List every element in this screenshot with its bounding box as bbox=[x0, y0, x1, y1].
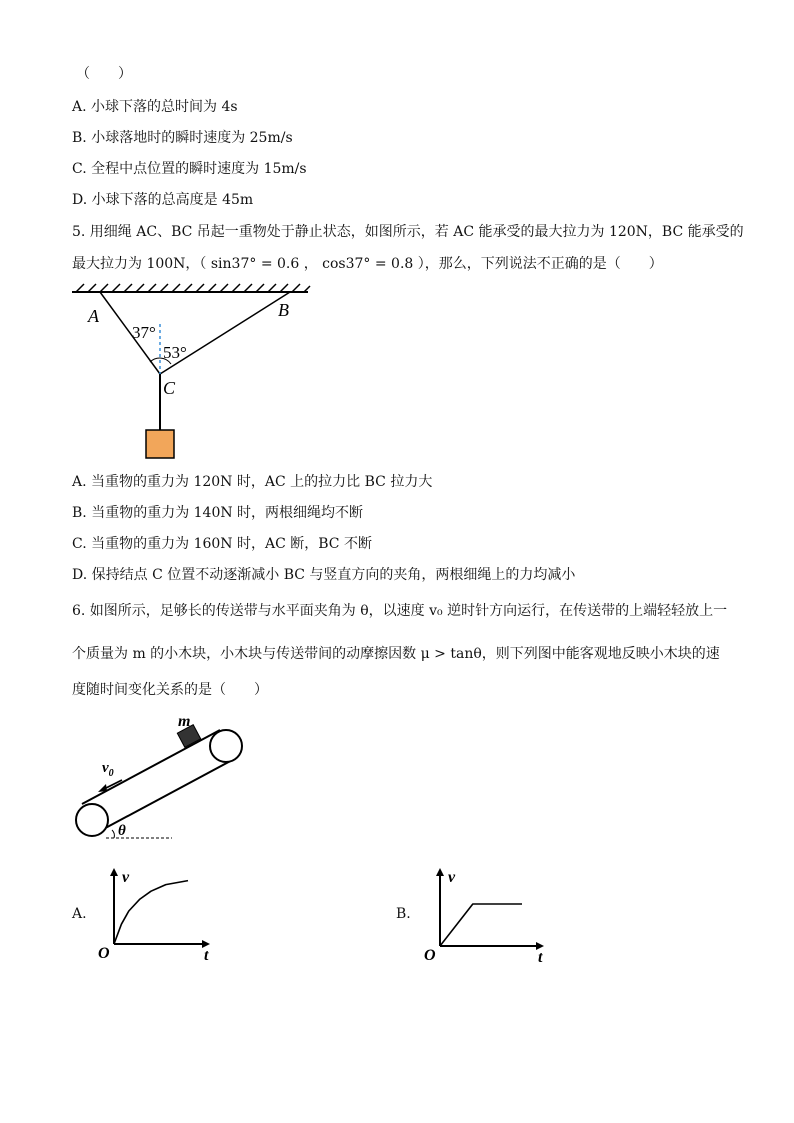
velocity-arrowhead bbox=[98, 784, 107, 792]
q5-option-a: A. 当重物的重力为 120N 时，AC 上的拉力比 BC 拉力大 bbox=[72, 474, 433, 490]
q4-option-d: D. 小球下落的总高度是 45m bbox=[72, 192, 254, 208]
label-m: m bbox=[178, 713, 191, 730]
ceiling-hatch bbox=[76, 284, 310, 292]
q4-option-a: A. 小球下落的总时间为 4s bbox=[72, 99, 238, 115]
q5-option-d: D. 保持结点 C 位置不动逐渐减小 BC 与竖直方向的夹角，两根细绳上的力均减小 bbox=[72, 567, 576, 583]
upper-roller bbox=[210, 730, 242, 762]
q4-option-b: B. 小球落地时的瞬时速度为 25m/s bbox=[72, 130, 293, 146]
theta-arc bbox=[112, 830, 114, 838]
label-theta: θ bbox=[118, 823, 126, 839]
q5-option-b: B. 当重物的重力为 140N 时，两根细绳均不断 bbox=[72, 505, 364, 521]
angle-label-37: 37° bbox=[132, 323, 156, 342]
angle-label-53: 53° bbox=[163, 343, 187, 362]
q6-option-a-chart bbox=[92, 862, 222, 967]
q6-option-b-chart bbox=[418, 862, 558, 967]
q6-stem-line1: 6. 如图所示，足够长的传送带与水平面夹角为 θ，以速度 v₀ 逆时针方向运行，在传送带的上端轻轻放上一 bbox=[72, 603, 728, 619]
q6-stem-line2: 个质量为 m 的小木块，小木块与传送带间的动摩擦因数 μ > tanθ，则下列图中能客观地反映小木块的速 bbox=[72, 646, 720, 662]
x-axis-label: t bbox=[204, 947, 209, 964]
velocity-curve bbox=[440, 904, 522, 946]
q5-option-c: C. 当重物的重力为 160N 时，AC 断，BC 不断 bbox=[72, 536, 372, 552]
lower-roller bbox=[76, 804, 108, 836]
y-axis-arrowhead bbox=[110, 868, 118, 876]
q6-stem-line3: 度随时间变化关系的是（ ） bbox=[72, 682, 268, 698]
origin-label: O bbox=[98, 945, 110, 962]
q5-figure bbox=[68, 282, 318, 467]
x-axis-label: t bbox=[538, 949, 543, 966]
q6-option-a-label: A. bbox=[72, 906, 87, 922]
q4-option-c: C. 全程中点位置的瞬时速度为 15m/s bbox=[72, 161, 307, 177]
q6-conveyor-figure bbox=[70, 708, 260, 848]
label-v0: $v_0$ bbox=[102, 760, 114, 779]
q5-stem-line2: 最大拉力为 100N，（ sin37° = 0.6 ， cos37° = 0.8 ），那么，下列说法不正确的是（ ） bbox=[72, 256, 663, 272]
y-axis-arrowhead bbox=[436, 868, 444, 876]
q6-option-b-label: B. bbox=[396, 906, 411, 922]
q4-stem-tail: （ ） bbox=[76, 66, 132, 82]
velocity-curve bbox=[114, 881, 188, 944]
q5-stem-line1: 5. 用细绳 AC、BC 吊起一重物处于静止状态，如图所示，若 AC 能承受的最大拉力为 120N，BC 能承受的 bbox=[72, 224, 744, 240]
belt-bottom-edge bbox=[98, 758, 236, 832]
origin-label: O bbox=[424, 947, 436, 964]
label-b: B bbox=[278, 300, 289, 320]
label-c: C bbox=[163, 378, 176, 398]
weight-block bbox=[146, 430, 174, 458]
y-axis-label: v bbox=[122, 869, 130, 886]
y-axis-label: v bbox=[448, 869, 456, 886]
label-a: A bbox=[88, 306, 99, 326]
